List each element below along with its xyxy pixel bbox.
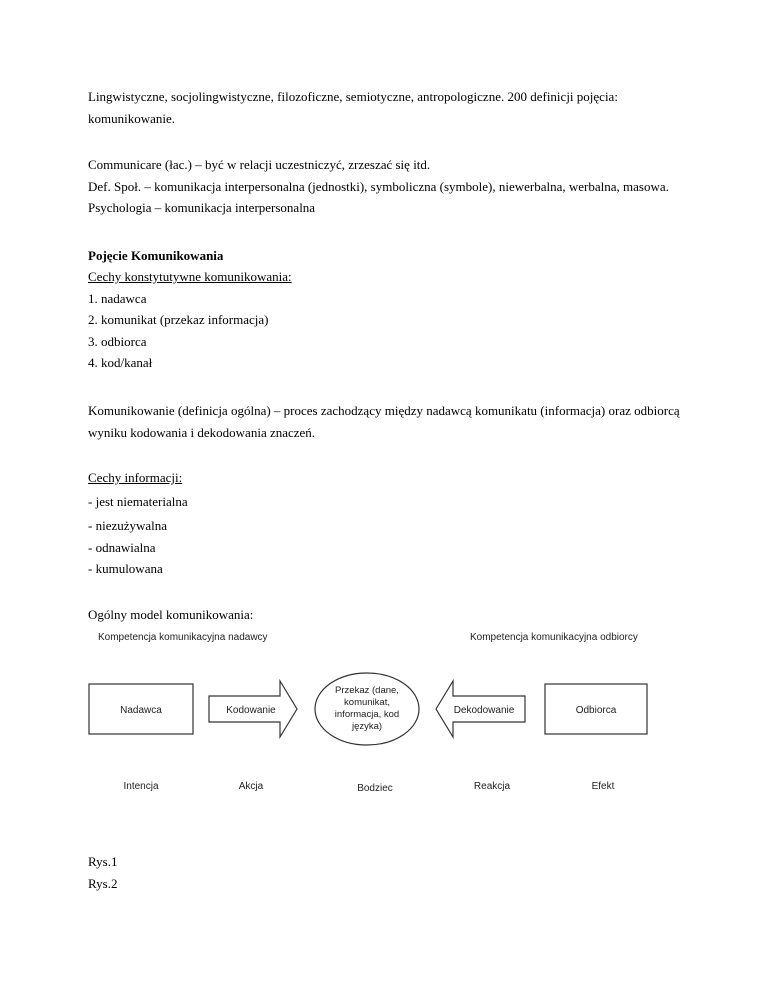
receiver-label: Odbiorca: [575, 705, 617, 716]
general-definition-line-2: wyniku kodowania i dekodowania znaczeń.: [88, 425, 316, 440]
encoding-label: Kodowanie: [226, 705, 276, 716]
message-line: komunikat,: [344, 697, 390, 708]
stage-label: Reakcja: [473, 781, 511, 792]
psychology-definition: Psychologia – komunikacja interpersonalna: [88, 200, 316, 215]
communicare-definition: Communicare (łac.) – być w relacji uczestniczyć, zrzeszać się itd.: [88, 157, 431, 172]
stage-label: Intencja: [123, 781, 159, 792]
stage-label: Efekt: [591, 781, 615, 792]
message-line: Przekaz (dane,: [335, 685, 399, 696]
receiver-competence-label: Kompetencja komunikacyjna odbiorcy: [470, 632, 638, 643]
sender-label: Nadawca: [120, 705, 162, 716]
model-title: Ogólny model komunikowania:: [88, 607, 254, 622]
stage-label: Bodziec: [357, 783, 393, 794]
feature-item: 1. nadawca: [88, 291, 147, 306]
features-heading: Cechy konstytutywne komunikowania:: [88, 269, 292, 284]
information-item: - kumulowana: [88, 561, 163, 576]
message-line: informacja, kod: [334, 709, 400, 720]
feature-item: 4. kod/kanał: [88, 355, 153, 370]
information-item: - jest niematerialna: [88, 494, 188, 509]
social-definition: Def. Społ. – komunikacja interpersonalna (jednostki), symboliczna (symbole), niewerbalna, werbalna, masowa.: [88, 179, 669, 194]
decoding-label: Dekodowanie: [453, 705, 515, 716]
information-item: - niezużywalna: [88, 518, 168, 533]
figure-caption: Rys.2: [88, 876, 118, 891]
feature-item: 3. odbiorca: [88, 334, 147, 349]
stage-label: Akcja: [238, 781, 264, 792]
information-item: - odnawialna: [88, 540, 156, 555]
figure-caption: Rys.1: [88, 854, 118, 869]
information-heading: Cechy informacji:: [88, 470, 183, 485]
general-definition-line-1: Komunikowanie (definicja ogólna) – proces zachodzący między nadawcą komunikatu (informacja) oraz odbiorcą: [88, 403, 680, 418]
intro-line-1: Lingwistyczne, socjolingwistyczne, filozoficzne, semiotyczne, antropologiczne. 200 definicji pojęcia:: [88, 89, 618, 104]
feature-item: 2. komunikat (przekaz informacja): [88, 312, 269, 327]
intro-line-2: komunikowanie.: [88, 111, 176, 126]
section-heading: Pojęcie Komunikowania: [88, 248, 224, 263]
message-line: języka): [351, 721, 383, 732]
communication-model-diagram: [88, 625, 648, 800]
sender-competence-label: Kompetencja komunikacyjna nadawcy: [98, 632, 268, 643]
